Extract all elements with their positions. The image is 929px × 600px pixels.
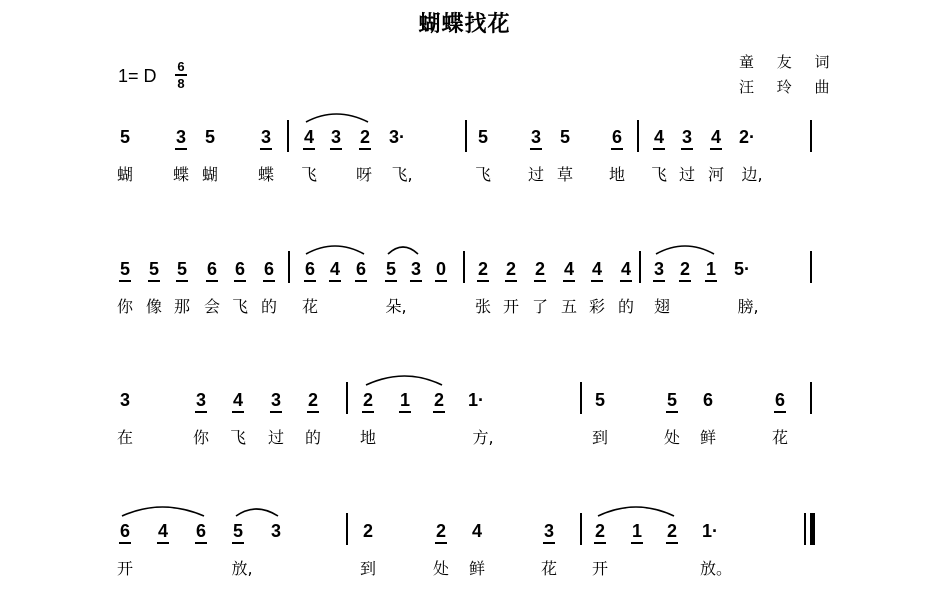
lyric: 花 xyxy=(771,428,789,447)
note: 6 xyxy=(355,259,367,279)
note: 6 xyxy=(234,259,246,279)
note: 3 xyxy=(119,390,131,410)
note: 4 xyxy=(232,390,244,410)
lyric: 处 xyxy=(432,559,450,578)
note: 4 xyxy=(563,259,575,279)
note: 6 xyxy=(702,390,714,410)
note: 5 xyxy=(204,127,216,147)
key-signature: 1= D xyxy=(118,66,157,86)
lyric: 会 xyxy=(203,297,221,316)
bar-line xyxy=(810,382,812,414)
lyric: 花 xyxy=(540,559,558,578)
lyric: 地 xyxy=(359,428,377,447)
lyricist-credit: 童 友 词 xyxy=(739,53,839,71)
bar-line xyxy=(810,120,812,152)
lyric: 鲜 xyxy=(468,559,486,578)
note: 1 xyxy=(705,259,717,279)
lyric: 开 xyxy=(116,559,134,578)
note: 4 xyxy=(653,127,665,147)
lyric: 彩 xyxy=(588,297,606,316)
final-bar-thin xyxy=(804,513,806,545)
lyric: 飞, xyxy=(391,165,413,184)
lyric: 在 xyxy=(116,428,134,447)
note: 4 xyxy=(591,259,603,279)
time-signature-top: 6 xyxy=(177,59,185,74)
lyric: 蝶 xyxy=(172,165,190,184)
note: 5 xyxy=(148,259,160,279)
note: 5 xyxy=(176,259,188,279)
lyric: 像 xyxy=(145,297,163,316)
note: 6 xyxy=(119,521,131,541)
lyric: 开 xyxy=(591,559,609,578)
note: 2 xyxy=(505,259,517,279)
bar-line xyxy=(465,120,467,152)
note: 6 xyxy=(206,259,218,279)
note: 0 xyxy=(435,259,447,279)
note: 3· xyxy=(388,127,406,147)
lyric: 河 xyxy=(707,165,725,184)
note: 6 xyxy=(195,521,207,541)
lyric: 朵, xyxy=(385,297,407,316)
note: 3 xyxy=(330,127,342,147)
lyric: 翅 xyxy=(653,297,671,316)
note: 5· xyxy=(733,259,751,279)
lyric: 张 xyxy=(474,297,492,316)
lyric: 飞 xyxy=(300,165,318,184)
note: 1· xyxy=(467,390,485,410)
slur xyxy=(598,507,674,516)
note: 6 xyxy=(611,127,623,147)
note: 5 xyxy=(119,259,131,279)
composer-credit: 汪 玲 曲 xyxy=(739,78,839,96)
slur xyxy=(236,509,278,516)
lyric: 放。 xyxy=(699,559,733,578)
note: 4 xyxy=(710,127,722,147)
lyric: 到 xyxy=(591,428,609,447)
lyric: 过 xyxy=(267,428,285,447)
lyric: 草 xyxy=(556,165,574,184)
slur xyxy=(122,507,204,516)
note: 5 xyxy=(232,521,244,541)
lyric: 那 xyxy=(173,297,191,316)
lyric: 蝴 xyxy=(201,165,219,184)
bar-line xyxy=(287,120,289,152)
time-signature xyxy=(174,59,188,91)
note: 4 xyxy=(157,521,169,541)
lyric: 飞 xyxy=(650,165,668,184)
note: 5 xyxy=(559,127,571,147)
note: 5 xyxy=(119,127,131,147)
note: 2 xyxy=(307,390,319,410)
lyric: 膀, xyxy=(737,297,759,316)
bar-line xyxy=(637,120,639,152)
note: 6 xyxy=(263,259,275,279)
slur xyxy=(388,247,418,254)
note: 5 xyxy=(477,127,489,147)
note: 3 xyxy=(260,127,272,147)
lyric: 你 xyxy=(116,297,134,316)
bar-line xyxy=(810,251,812,283)
lyric: 开 xyxy=(502,297,520,316)
note: 3 xyxy=(195,390,207,410)
note: 2 xyxy=(534,259,546,279)
note: 5 xyxy=(594,390,606,410)
note: 1· xyxy=(701,521,719,541)
slur xyxy=(306,114,368,122)
note: 3 xyxy=(410,259,422,279)
note: 4 xyxy=(620,259,632,279)
note: 2 xyxy=(362,521,374,541)
note: 2 xyxy=(359,127,371,147)
time-signature-bottom: 8 xyxy=(177,76,185,91)
lyric: 蝴 xyxy=(116,165,134,184)
note: 5 xyxy=(666,390,678,410)
note: 1 xyxy=(631,521,643,541)
bar-line xyxy=(580,382,582,414)
note: 3 xyxy=(270,390,282,410)
lyric: 到 xyxy=(359,559,377,578)
lyric: 飞 xyxy=(474,165,492,184)
bar-line xyxy=(463,251,465,283)
lyric: 你 xyxy=(192,428,210,447)
lyric: 放, xyxy=(231,559,253,578)
lyric: 地 xyxy=(608,165,626,184)
bar-line xyxy=(346,382,348,414)
lyric: 边, xyxy=(741,165,763,184)
note: 2 xyxy=(362,390,374,410)
note: 5 xyxy=(385,259,397,279)
lyric: 花 xyxy=(301,297,319,316)
note: 4 xyxy=(303,127,315,147)
note: 2 xyxy=(594,521,606,541)
slur xyxy=(366,376,442,385)
lyric: 飞 xyxy=(231,297,249,316)
slur xyxy=(656,246,714,254)
lyric: 蝶 xyxy=(257,165,275,184)
lyric: 的 xyxy=(260,297,278,316)
note: 3 xyxy=(653,259,665,279)
bar-line xyxy=(346,513,348,545)
note: 1 xyxy=(399,390,411,410)
slur xyxy=(306,246,364,254)
final-bar-thick xyxy=(810,513,815,545)
note: 3 xyxy=(530,127,542,147)
note: 6 xyxy=(774,390,786,410)
lyric: 处 xyxy=(663,428,681,447)
lyric: 过 xyxy=(678,165,696,184)
lyric: 呀 xyxy=(355,165,373,184)
bar-line xyxy=(580,513,582,545)
lyric: 过 xyxy=(527,165,545,184)
note: 4 xyxy=(471,521,483,541)
note: 4 xyxy=(329,259,341,279)
note: 6 xyxy=(304,259,316,279)
bar-line xyxy=(639,251,641,283)
note: 2 xyxy=(433,390,445,410)
lyric: 飞 xyxy=(229,428,247,447)
note: 3 xyxy=(175,127,187,147)
note: 2 xyxy=(435,521,447,541)
lyric: 鲜 xyxy=(699,428,717,447)
lyric: 的 xyxy=(617,297,635,316)
song-title: 蝴蝶找花 xyxy=(418,12,511,37)
lyric: 方, xyxy=(472,428,494,447)
note: 2· xyxy=(738,127,756,147)
note: 2 xyxy=(679,259,691,279)
bar-line xyxy=(288,251,290,283)
lyric: 了 xyxy=(531,297,549,316)
note: 2 xyxy=(666,521,678,541)
lyric: 五 xyxy=(560,297,578,316)
note: 3 xyxy=(270,521,282,541)
lyric: 的 xyxy=(304,428,322,447)
note: 2 xyxy=(477,259,489,279)
note: 3 xyxy=(543,521,555,541)
note: 3 xyxy=(681,127,693,147)
